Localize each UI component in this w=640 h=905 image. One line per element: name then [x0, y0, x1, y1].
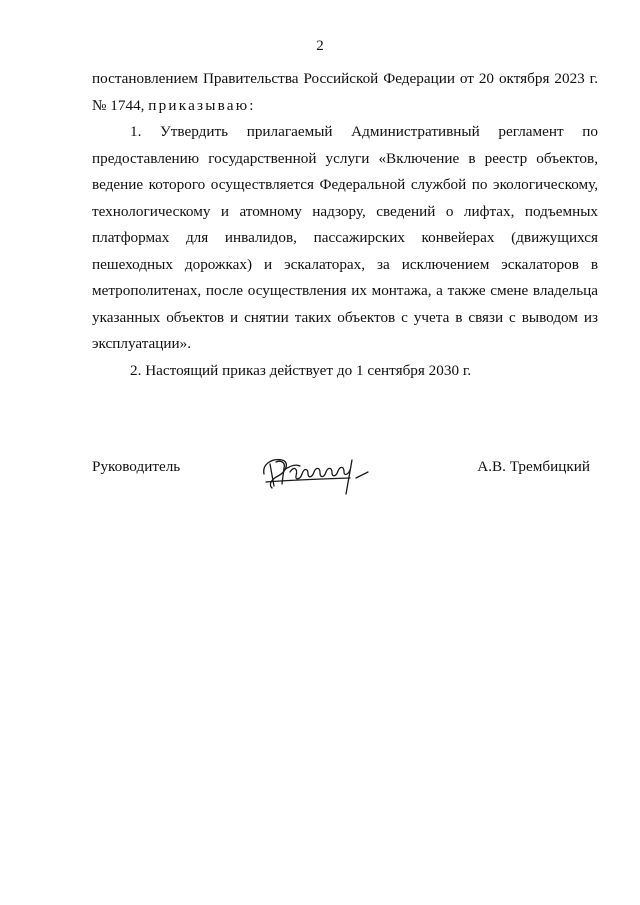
handwritten-signature-icon: [260, 450, 370, 498]
item-2-paragraph: 2. Настоящий приказ действует до 1 сентября 2030 г.: [130, 361, 472, 379]
intro-line: постановлением Правительства Российской Федерации от 20 октября 2023 г.: [92, 70, 598, 87]
order-number: № 1744,: [92, 96, 145, 114]
order-word: приказываю:: [148, 96, 256, 114]
item-1-paragraph: 1. Утвердить прилагаемый Административный регламент по предоставлению государственной услуги «Включение в реестр объектов, ведение которого осуществляется Федеральной службой по экологическому, технологическому и атомному надзору, сведений о лифтах, подъемных платформах для инвалидов, пассажирских конвейерах (движущихся пешеходных дорожках) и эскалаторах, за исключением эскалаторов в метрополитенах, после осуществления их монтажа, а также смене владельца указанных объектов и снятии таких объектов с учета в связи с выводом из эксплуатации».: [92, 123, 598, 352]
signature-strokes: [264, 460, 368, 494]
signatory-name: А.В. Трембицкий: [477, 458, 590, 475]
signature-block: [92, 450, 598, 500]
document-body: [92, 66, 598, 384]
page-number: 2: [316, 38, 324, 54]
signatory-position: Руководитель: [92, 458, 181, 475]
intro-paragraph: [92, 66, 598, 119]
